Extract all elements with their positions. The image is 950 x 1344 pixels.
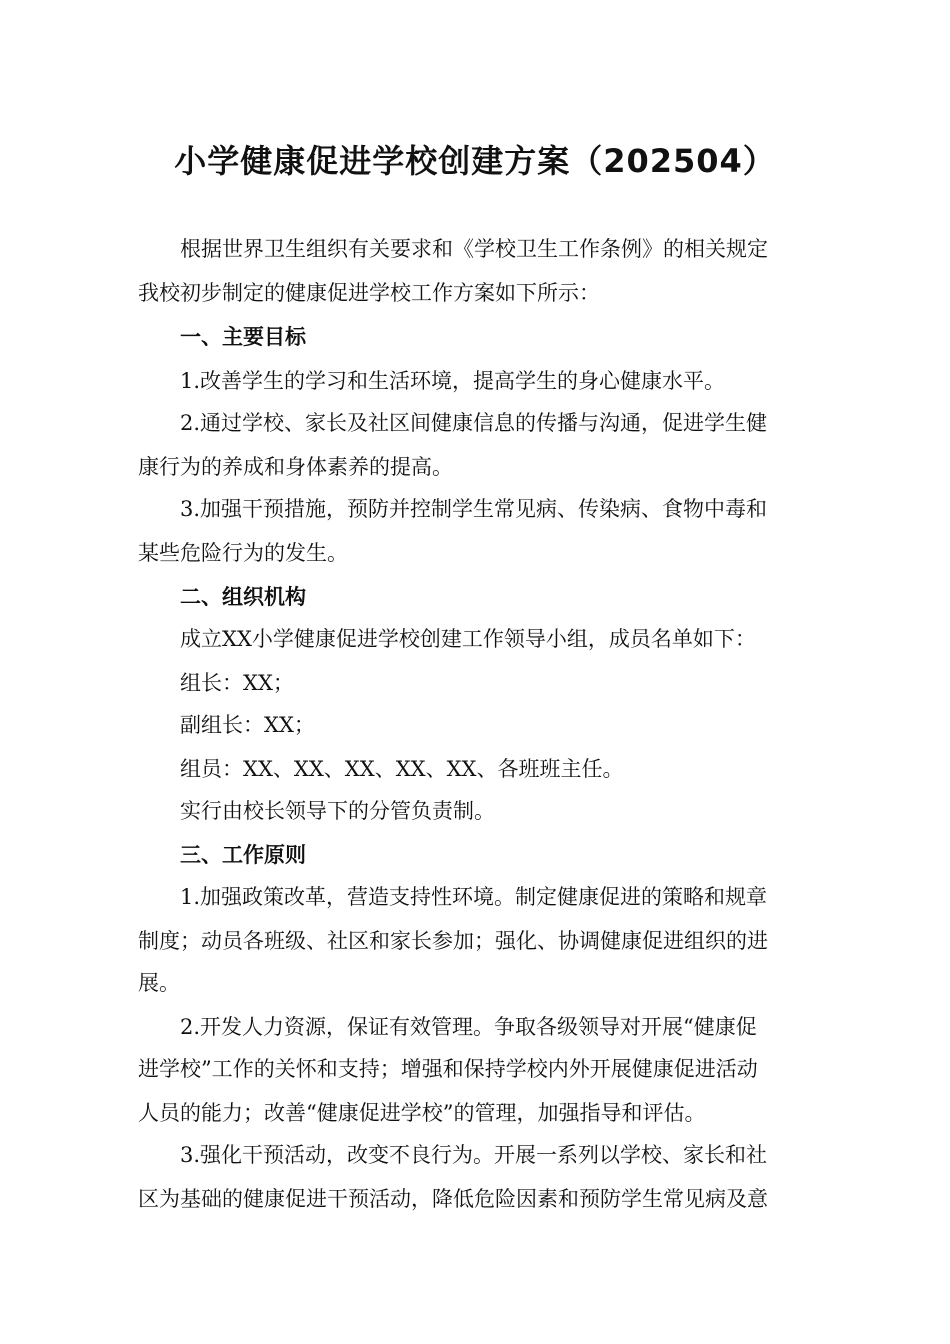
section-heading-principles: 三、工作原则 [180, 843, 306, 867]
deputy-leader: 副组长：XX； [180, 713, 315, 737]
principle-1-line-1: 1.加强政策改革，营造支持性环境。制定健康促进的策略和规章 [180, 885, 768, 909]
intro-line-2: 我校初步制定的健康促进学校工作方案如下所示： [138, 281, 600, 305]
group-members: 组员：XX、XX、XX、XX、XX、各班班主任。 [180, 757, 624, 781]
principle-3-line-1: 3.强化干预活动，改变不良行为。开展一系列以学校、家长和社 [180, 1143, 768, 1167]
section-heading-goals: 一、主要目标 [180, 325, 306, 349]
responsibility-system: 实行由校长领导下的分管负责制。 [180, 799, 495, 823]
principle-1-line-3: 展。 [138, 971, 180, 995]
principle-2-line-3: 人员的能力；改善“健康促进学校”的管理，加强指导和评估。 [138, 1101, 706, 1125]
group-leader: 组长：XX； [180, 671, 294, 695]
principle-2-line-2: 进学校”工作的关怀和支持；增强和保持学校内外开展健康促进活动 [138, 1057, 758, 1081]
goal-3-line-1: 3.加强干预措施，预防并控制学生常见病、传染病、食物中毒和 [180, 497, 768, 521]
organization-intro: 成立XX小学健康促进学校创建工作领导小组，成员名单如下： [180, 627, 756, 651]
goal-3-line-2: 某些危险行为的发生。 [138, 541, 348, 565]
section-heading-organization: 二、组织机构 [180, 585, 306, 609]
document-title: 小学健康促进学校创建方案（202504） [174, 142, 776, 180]
goal-2-line-1: 2.通过学校、家长及社区间健康信息的传播与沟通，促进学生健 [180, 411, 768, 435]
principle-3-line-2: 区为基础的健康促进干预活动，降低危险因素和预防学生常见病及意 [138, 1187, 768, 1211]
goal-2-line-2: 康行为的养成和身体素养的提高。 [138, 455, 453, 479]
intro-line-1: 根据世界卫生组织有关要求和《学校卫生工作条例》的相关规定 [180, 237, 768, 261]
principle-1-line-2: 制度；动员各班级、社区和家长参加；强化、协调健康促进组织的进 [138, 929, 768, 953]
principle-2-line-1: 2.开发人力资源，保证有效管理。争取各级领导对开展“健康促 [180, 1015, 757, 1039]
goal-1-line-1: 1.改善学生的学习和生活环境，提高学生的身心健康水平。 [180, 369, 726, 393]
